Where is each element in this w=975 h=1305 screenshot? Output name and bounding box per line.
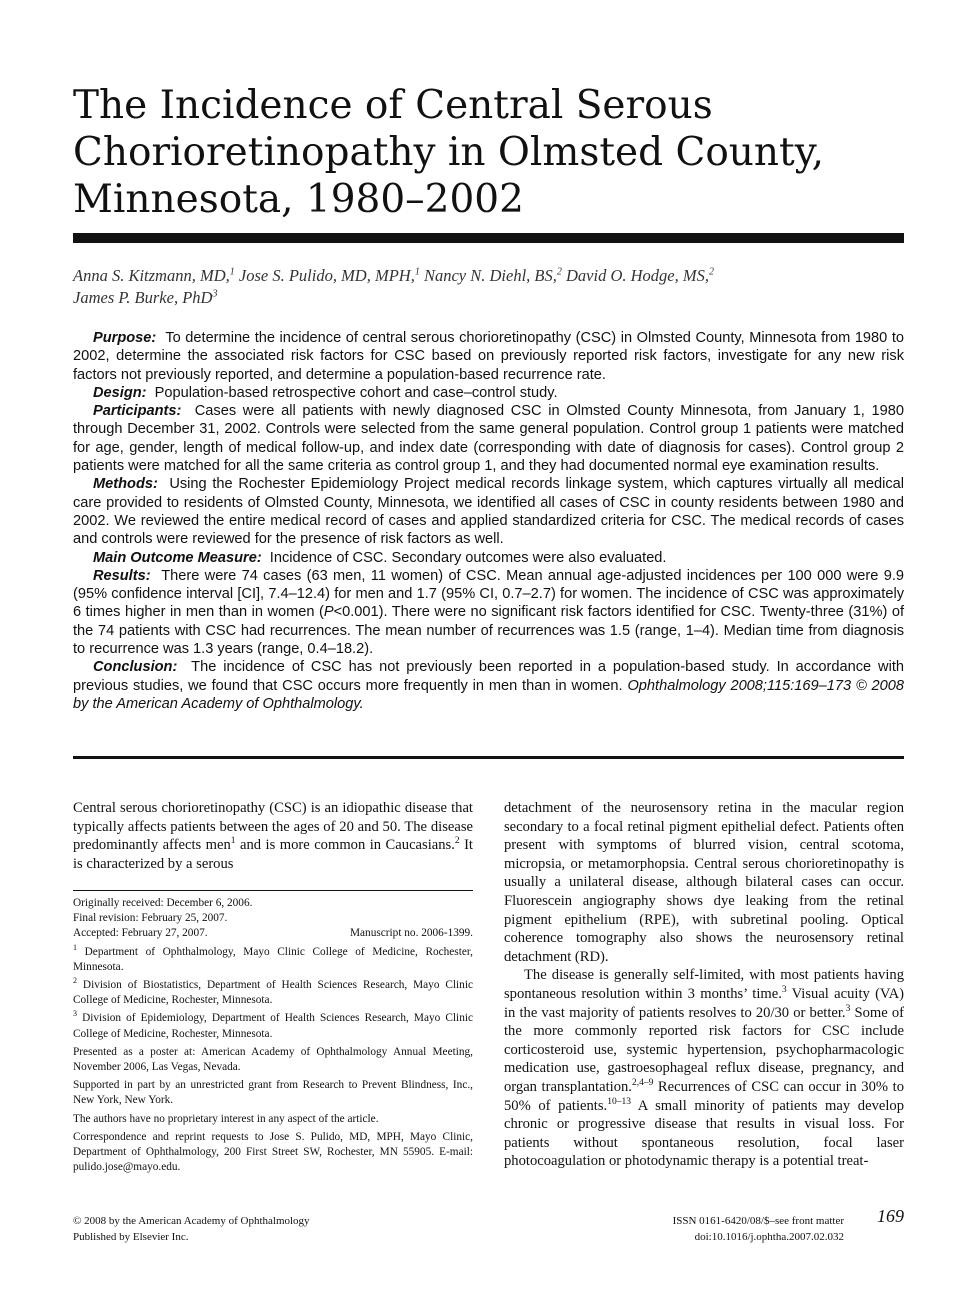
footnote-received: Originally received: December 6, 2006. [73, 897, 253, 909]
abstract-results: Results: There were 74 cases (63 men, 11 women) of CSC. Mean annual age-adjusted incidences per 100 000 were 9.9 (95% confidence interval [CI], 7.4–12.4) for men and 1.7 (95% CI, 0.7–2.7) for women. The incidence of CSC was approximately 6 times higher in men than in women (P<0.001). There were no significant risk factors identified for CSC. Twenty-three (31%) of the 74 patients with CSC had recurrences. The mean number of recurrences was 1.5 (range, 1–4). Median time from diagnosis to recurrence was 1.3 years (range, 0.4–18.2). [73, 567, 905, 658]
reference-link[interactable]: 2,4–9 [631, 1078, 654, 1089]
body-column-left [73, 799, 473, 873]
footer-left [73, 1214, 473, 1245]
author-list [73, 265, 904, 309]
affiliation-2: $^2$ Division of Biostatistics, Department of Health Sciences Research, Mayo Clinic College of Medicine, Rochester, Minnesota. [73, 976, 473, 1007]
publisher-notice: Published by Elsevier Inc. [73, 1230, 189, 1243]
abstract-participants: Participants: Cases were all patients with newly diagnosed CSC in Olmsted County Minnesota, from January 1, 1980 through December 31, 2002. Controls were selected from the same general population. Control group 1 patients were matched for age, gender, length of medical follow-up, and index date (corresponding with date of diagnosis for cases). Control group 2 patients were matched for all the same criteria as control group 1, and they had documented normal eye examination results. [73, 403, 904, 475]
footnote-accepted: Accepted: February 27, 2007. [73, 927, 208, 940]
citation: Ophthalmology 2008;115:169–173 © 2008 by the American Academy of Ophthalmology. [73, 677, 904, 712]
footnote-divider [73, 890, 473, 891]
footnote-revision: Final revision: February 25, 2007. [73, 912, 228, 925]
manuscript-number: Manuscript no. 2006-1399. [350, 927, 473, 940]
abstract [73, 329, 904, 713]
body-paragraph: detachment of the neurosensory retina in the macular region secondary to a focal retinal pigment epithelial defect. Patients often present with symptoms of blurred vision, central scotoma, micropsia, or metamorphopsia. Central serous chorioretinopathy is usually a unilateral disease, although bilateral cases can occur. Fluorescein angiography shows dye leaking from the retinal pigment epithelium (RPE), with subretinal pooling. Optical coherence tomography also shows the neurosensory retinal detachment (RD). [504, 800, 904, 965]
reference-link[interactable]: 3 [845, 1003, 851, 1014]
article-title: The Incidence of Central Serous Chorioretinopathy in Olmsted County, Minnesota, 1980–2002 [73, 83, 824, 222]
author: David O. Hodge, MS,$^2$ [566, 266, 714, 285]
abstract-methods: Methods: Using the Rochester Epidemiology Project medical records linkage system, which captures virtually all medical care provided to residents of Olmsted County, Minnesota, we identified all cases of CSC in county residents between 1980 and 2002. We reviewed the entire medical record of cases and applied standardized criteria for CSC. The medical records of cases and controls were reviewed for the presence of risk factors as well. [73, 476, 904, 548]
page-number: 169 [877, 1206, 904, 1226]
affiliation-3: $^3$ Division of Epidemiology, Department of Health Sciences Research, Mayo Clinic College of Medicine, Rochester, Minnesota. [73, 1009, 474, 1040]
abstract-design: Design: Population-based retrospective cohort and case–control study. [93, 384, 558, 401]
body-paragraph: Central serous chorioretinopathy (CSC) is an idiopathic disease that typically affects patients between the ages of 20 and 50. The disease predominantly affects men$^1$ and is more common in Caucasians.$^2$ It is characterized by a serous [73, 800, 473, 872]
reference-link[interactable]: 2 [454, 836, 460, 847]
reference-link[interactable]: 1 [230, 836, 236, 847]
doi-link[interactable]: doi:10.1016/j.ophtha.2007.02.032 [694, 1230, 844, 1243]
body-paragraph: The disease is generally self-limited, with most patients having spontaneous resolution within 3 months’ time.$^3$ Visual acuity (VA) in the vast majority of patients resolves to 20/30 or better.$^3$ Some of the more commonly reported risk factors for CSC include corticosteroid use, systemic hypertension, psychopharmacologic medication use, gastroesophageal reflux disease, pregnancy, and organ transplantation.$^{2,4-9}$ Recurrences of CSC can occur in 30% to 50% of patients.$^{10-13}$ A small minority of patients may develop chronic or progressive disease that results in visual loss. For patients without spontaneous resolution, focal laser photocoagulation or photodynamic therapy is a potential treat- [504, 967, 904, 1170]
footnote-interest: The authors have no proprietary interest in any aspect of the article. [73, 1112, 379, 1125]
footnotes [73, 896, 473, 1178]
issn: ISSN 0161-6420/08/$–see front matter [672, 1215, 844, 1227]
author: Jose S. Pulido, MD, MPH,$^1$ [238, 266, 420, 285]
affiliation-1: $^1$ Department of Ophthalmology, Mayo Clinic College of Medicine, Rochester, Minnesota. [73, 942, 473, 973]
title-divider [73, 233, 904, 243]
footnote-accepted-row [73, 926, 473, 941]
footnote-supported: Supported in part by an unrestricted grant from Research to Prevent Blindness, Inc., New York, New York. [73, 1079, 473, 1107]
body-column-right [504, 799, 904, 1171]
abstract-purpose: Purpose: To determine the incidence of central serous chorioretinopathy (CSC) in Olmsted County, Minnesota from 1980 to 2002, determine the associated risk factors for CSC based on previously reported risk factors, investigate for any new risk factors not previously reported, and determine a population-based recurrence rate. [73, 330, 904, 383]
footer-right [560, 1214, 844, 1245]
author: Anna S. Kitzmann, MD,$^1$ [73, 266, 235, 285]
copyright-notice: © 2008 by the American Academy of Ophthalmology [73, 1215, 310, 1227]
abstract-divider [73, 756, 904, 759]
footnote-presented: Presented as a poster at: American Academy of Ophthalmology Annual Meeting, November 2006, Las Vegas, Nevada. [73, 1045, 473, 1074]
abstract-outcome: Main Outcome Measure: Incidence of CSC. Secondary outcomes were also evaluated. [93, 549, 667, 566]
abstract-conclusion: Conclusion: The incidence of CSC has not previously been reported in a population-based study. In accordance with previous studies, we found that CSC occurs more frequently in men than in women. Ophthalmology 2008;115:169–173 © 2008 by the American Academy of Ophthalmology. [73, 659, 904, 712]
reference-link[interactable]: 3 [781, 985, 787, 996]
footnote-correspondence: Correspondence and reprint requests to Jose S. Pulido, MD, MPH, Mayo Clinic, Department of Ophthalmology, 200 First Street SW, Rochester, MN 55905. E-mail: pulido.jose@mayo.edu. [73, 1130, 473, 1174]
reference-link[interactable]: 10–13 [607, 1096, 631, 1107]
author: James P. Burke, PhD$^3$ [73, 288, 218, 307]
author: Nancy N. Diehl, BS,$^2$ [423, 266, 562, 285]
